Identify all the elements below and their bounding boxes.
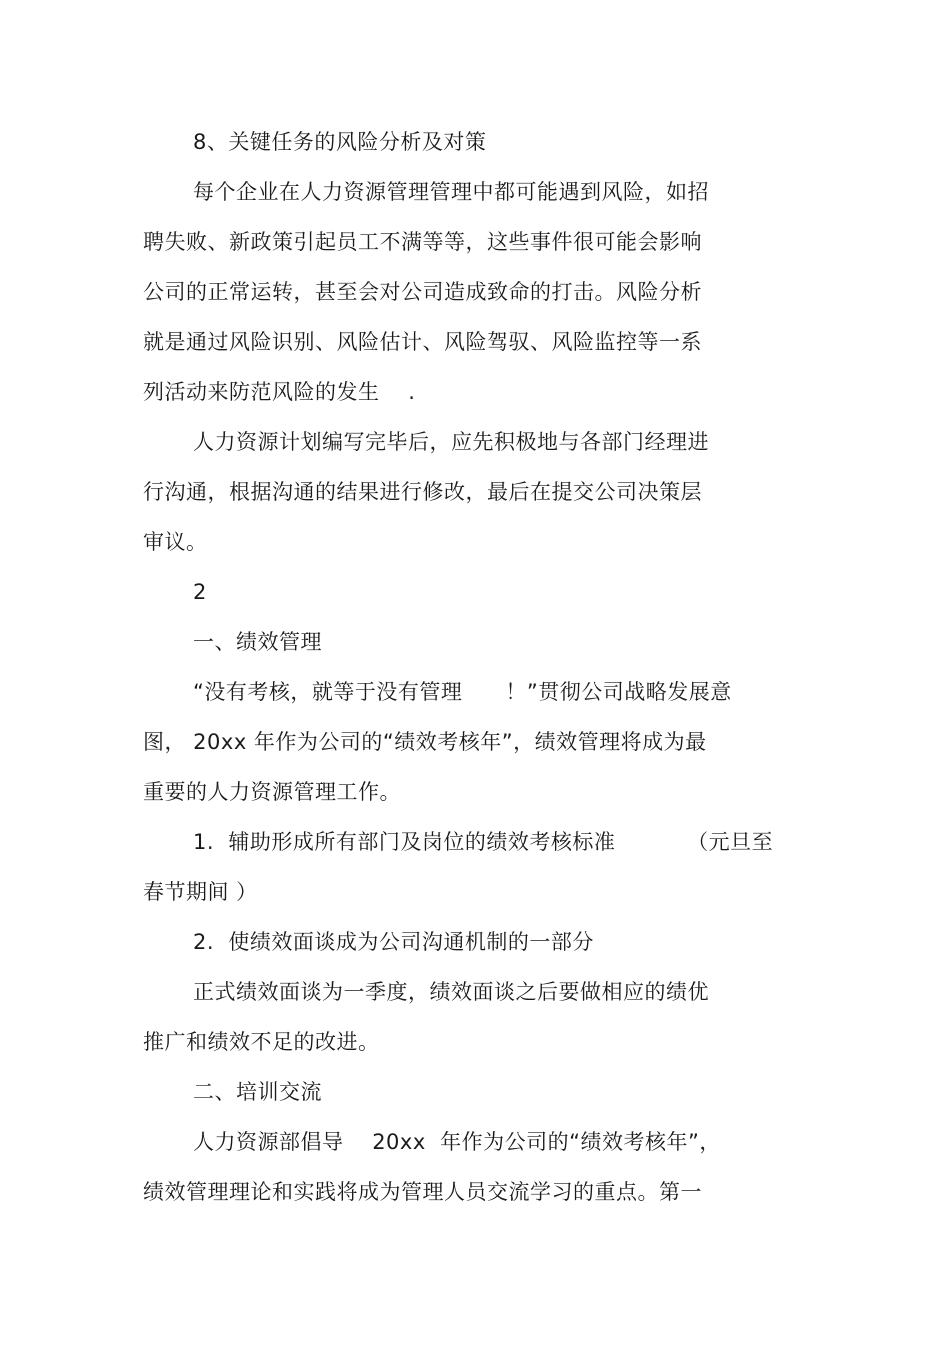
paragraph-line: 推广和绩效不足的改进。 [143, 1030, 380, 1054]
paragraph-line: 公司的正常运转，甚至会对公司造成致命的打击。风险分析 [143, 280, 702, 304]
page-number-marker: 2 [193, 580, 207, 604]
section-heading-risk: 8、关键任务的风险分析及对策 [193, 130, 487, 154]
paragraph-line: “没有考核，就等于没有管理 ！”贯彻公司战略发展意 [193, 680, 732, 704]
paragraph-line: 每个企业在人力资源管理管理中都可能遇到风险，如招 [193, 180, 709, 204]
section-heading-training: 二、培训交流 [193, 1080, 322, 1104]
list-item-2: 2. 使绩效面谈成为公司沟通机制的一部分 [193, 930, 594, 954]
list-item-1-continuation: 春节期间 ） [143, 880, 258, 904]
section-heading-performance: 一、绩效管理 [193, 630, 322, 654]
paragraph-line: 审议。 [143, 530, 208, 554]
list-item-1: 1. 辅助形成所有部门及岗位的绩效考核标准 （元旦至 [193, 830, 774, 854]
paragraph-line: 重要的人力资源管理工作。 [143, 780, 401, 804]
paragraph-line: 图， 20xx 年作为公司的“绩效考核年”，绩效管理将成为最 [143, 730, 707, 754]
paragraph-line: 人力资源部倡导 20xx 年作为公司的“绩效考核年”， [193, 1130, 721, 1154]
paragraph-line: 正式绩效面谈为一季度，绩效面谈之后要做相应的绩优 [193, 980, 709, 1004]
paragraph-line: 聘失败、新政策引起员工不满等等，这些事件很可能会影响 [143, 230, 702, 254]
paragraph-line: 行沟通，根据沟通的结果进行修改，最后在提交公司决策层 [143, 480, 702, 504]
paragraph-line: 人力资源计划编写完毕后，应先积极地与各部门经理进 [193, 430, 709, 454]
paragraph-line: 列活动来防范风险的发生 . [143, 380, 416, 404]
paragraph-line: 绩效管理理论和实践将成为管理人员交流学习的重点。第一 [143, 1180, 702, 1204]
paragraph-line: 就是通过风险识别、风险估计、风险驾驭、风险监控等一系 [143, 330, 702, 354]
